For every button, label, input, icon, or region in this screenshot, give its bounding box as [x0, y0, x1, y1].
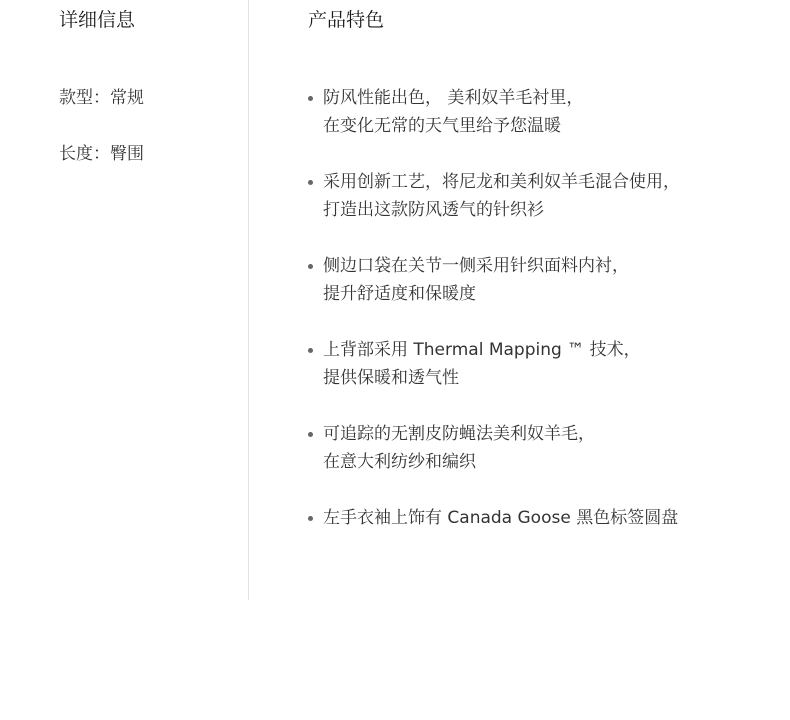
feature-line: 上背部采用 Thermal Mapping ™ 技术，: [323, 340, 641, 360]
features-title: 产品特色: [308, 9, 385, 31]
feature-list: [308, 84, 778, 588]
feature-line: 在变化无常的天气里给予您温暖: [323, 116, 561, 136]
feature-line: 侧边口袋在关节一侧采用针织面料内衬，: [323, 256, 629, 276]
feature-item: [308, 168, 778, 224]
feature-item: [308, 420, 778, 476]
column-divider: [248, 0, 249, 600]
spec-length: 长度：臀围: [59, 144, 144, 164]
feature-item: [308, 252, 778, 308]
bullet-icon: [308, 432, 313, 437]
feature-line: 打造出这款防风透气的针织衫: [323, 200, 544, 220]
feature-item: [308, 504, 778, 560]
bullet-icon: [308, 180, 313, 185]
bullet-icon: [308, 348, 313, 353]
feature-item: [308, 336, 778, 392]
details-title: 详细信息: [59, 9, 136, 31]
spec-fit: 款型：常规: [59, 88, 144, 108]
bullet-icon: [308, 516, 313, 521]
feature-line: 提升舒适度和保暖度: [323, 284, 476, 304]
feature-line: 采用创新工艺，将尼龙和美利奴羊毛混合使用，: [323, 172, 680, 192]
bullet-icon: [308, 96, 313, 101]
feature-item: [308, 84, 778, 140]
feature-line: 防风性能出色， 美利奴羊毛衬里，: [323, 88, 584, 108]
feature-line: 左手衣袖上饰有 Canada Goose 黑色标签圆盘: [323, 508, 679, 528]
feature-line: 可追踪的无割皮防蝇法美利奴羊毛，: [323, 424, 595, 444]
feature-line: 提供保暖和透气性: [323, 368, 459, 388]
bullet-icon: [308, 264, 313, 269]
spec-list: [59, 84, 144, 196]
feature-line: 在意大利纺纱和编织: [323, 452, 476, 472]
